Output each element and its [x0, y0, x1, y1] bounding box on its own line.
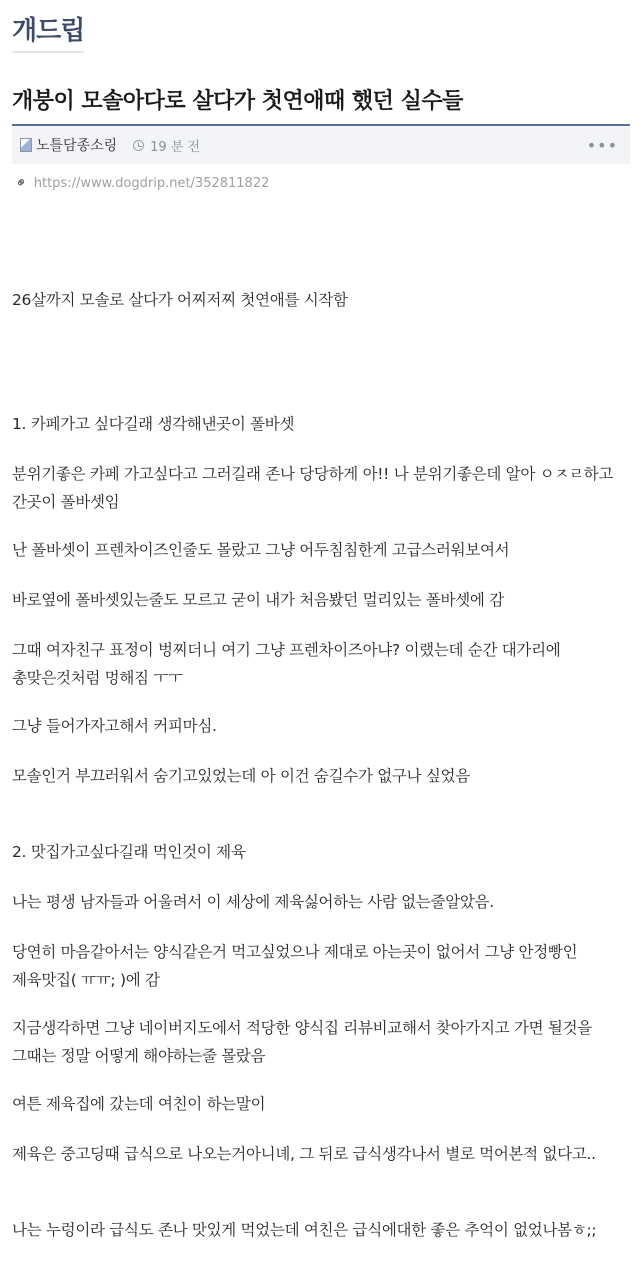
post-meta-bar [12, 126, 630, 164]
body-paragraph: 그냥 들어가자고해서 커피마심. [12, 717, 217, 735]
body-paragraph: 당연히 마음같아서는 양식같은거 먹고싶었으나 제대로 아는곳이 없어서 그냥 안정빵인 제육맛집( ㅠㅠ; )에 감 [12, 943, 578, 989]
more-options-button[interactable]: ••• [586, 135, 618, 155]
post-url-row [12, 173, 270, 193]
body-paragraph: 난 폴바셋이 프렌차이즈인줄도 몰랐고 그냥 어두침침한게 고급스러워보여서 [12, 541, 510, 559]
section-heading: 1. 카페가고 싶다길래 생각해낸곳이 폴바셋 [12, 415, 295, 433]
body-paragraph: 제육은 중고딩때 급식으로 나오는거아니녜, 그 뒤로 급식생각나서 별로 먹어본적 없다고.. [12, 1145, 596, 1163]
post-url-link[interactable]: https://www.dogdrip.net/352811822 [33, 175, 270, 191]
body-paragraph: 분위기좋은 카페 가고싶다고 그러길래 존나 당당하게 아!! 나 분위기좋은데 알아 ㅇㅈㄹ하고 간곳이 폴바셋임 [12, 465, 614, 511]
link-icon: ⚭ [12, 173, 32, 193]
author-name[interactable]: 노틀담종소링 [36, 138, 118, 154]
body-paragraph: 그때 여자친구 표정이 벙찌더니 여기 그냥 프렌차이즈아냐? 이랬는데 순간 대가리에 총맞은것처럼 멍해짐 ㅜㅜ [12, 641, 561, 687]
body-paragraph: 26살까지 모솔로 살다가 어찌저찌 첫연애를 시작함 [12, 291, 348, 309]
body-paragraph: 여튼 제육집에 갔는데 여친이 하는말이 [12, 1095, 266, 1113]
post-title: 개붕이 모솔아다로 살다가 첫연애때 했던 실수들 [12, 89, 463, 114]
body-paragraph: 나는 평생 남자들과 어울려서 이 세상에 제육싫어하는 사람 없는줄알았음. [12, 893, 494, 911]
site-logo[interactable]: 개드립 [12, 10, 84, 53]
body-paragraph: 모솔인거 부끄러워서 숨기고있었는데 아 이건 숨길수가 없구나 싶었음 [12, 767, 470, 785]
body-paragraph: 바로옆에 폴바셋있는줄도 모르고 굳이 내가 처음봤던 멀리있는 폴바셋에 감 [12, 591, 504, 609]
body-paragraph: 지금생각하면 그냥 네이버지도에서 적당한 양식집 리뷰비교해서 찾아가지고 가면 될것을 그때는 정말 어떻게 해야하는줄 몰랐음 [12, 1019, 592, 1065]
author-badge-icon [20, 138, 32, 152]
clock-icon [133, 140, 144, 151]
post-time: 19 분 전 [150, 139, 201, 155]
section-heading: 2. 맛집가고싶다길래 먹인것이 제육 [12, 843, 246, 861]
body-paragraph: 나는 누렁이라 급식도 존나 맛있게 먹었는데 여친은 급식에대한 좋은 추억이 없었나봄ㅎ;; [12, 1221, 597, 1239]
